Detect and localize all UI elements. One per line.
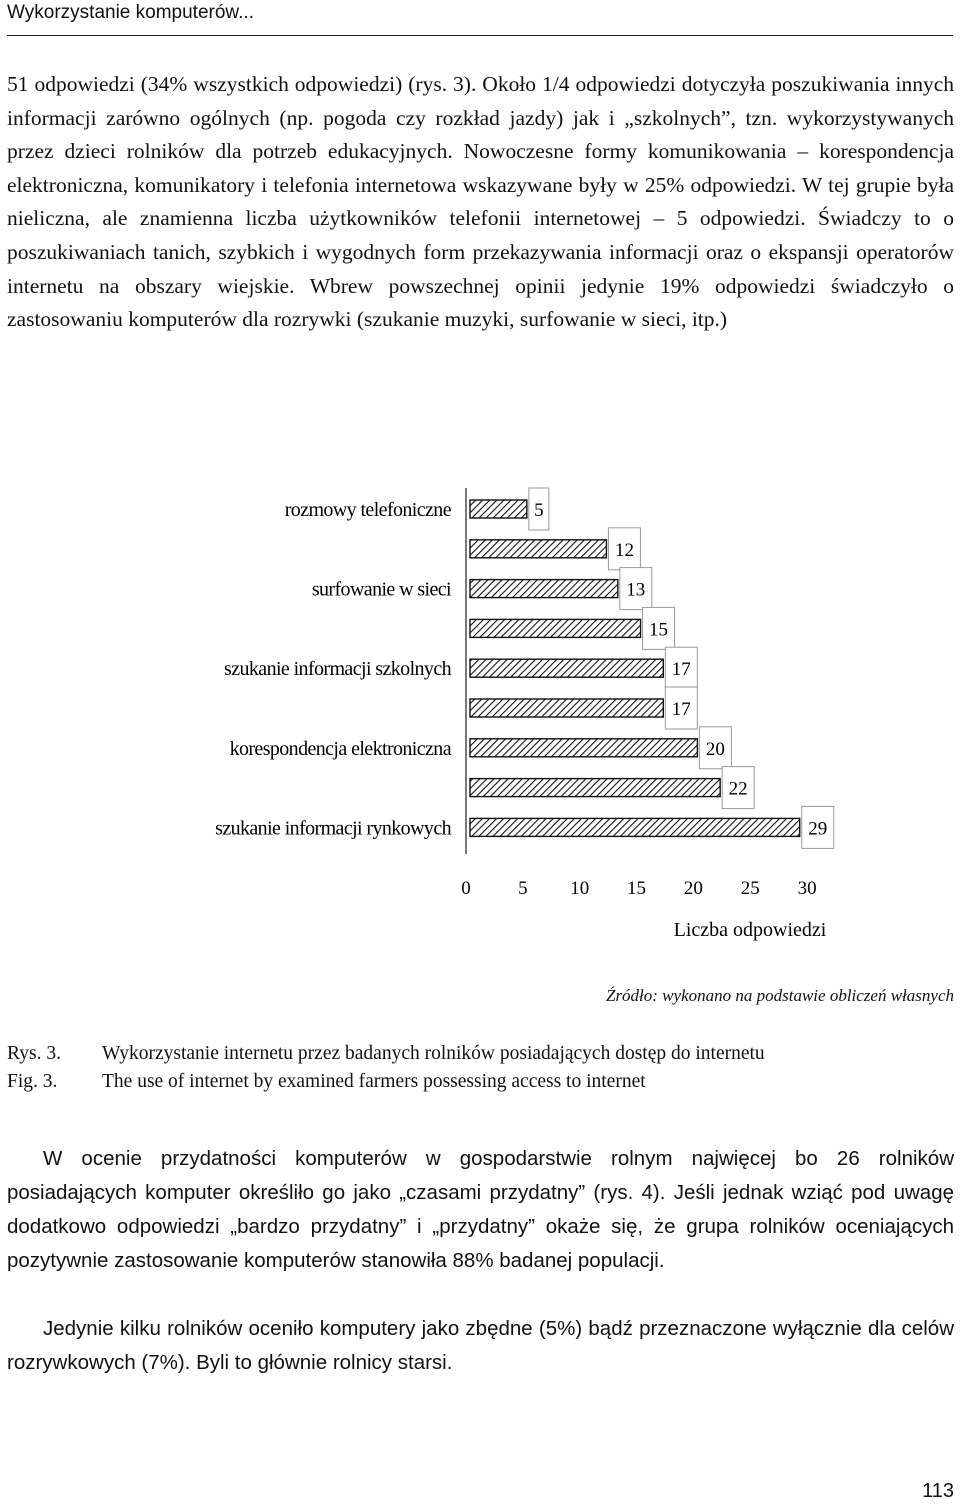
caption-en-number: Fig. 3. xyxy=(7,1071,58,1092)
data-label-4: 17 xyxy=(671,659,691,681)
bar-1 xyxy=(470,540,606,558)
bar-6 xyxy=(470,739,697,757)
data-label-0: 5 xyxy=(534,500,544,521)
x-tick-0: 0 xyxy=(461,878,471,899)
x-axis-label: Liczba odpowiedzi xyxy=(673,919,827,941)
bars-layer xyxy=(215,488,834,848)
category-label-8: szukanie informacji rynkowych xyxy=(215,817,451,840)
page-number: 113 xyxy=(922,1480,954,1502)
x-tick-20: 20 xyxy=(683,878,703,899)
bar-2 xyxy=(470,580,618,598)
figure-caption-en xyxy=(7,1071,646,1093)
data-label-1: 12 xyxy=(614,539,634,561)
caption-pl-text: Wykorzystanie internetu przez badanych rolników posiadających dostęp do internetu xyxy=(102,1043,765,1064)
bar-4 xyxy=(470,659,663,677)
data-label-7: 22 xyxy=(728,778,748,800)
category-label-4: szukanie informacji szkolnych xyxy=(224,658,451,681)
caption-pl-number: Rys. 3. xyxy=(7,1043,61,1064)
paragraph-3: Jedynie kilku rolników oceniło komputery jako zbędne (5%) bądź przeznaczone wyłącznie dla celów rozrywkowych (7%). Byli to głównie rolnicy starsi. xyxy=(7,1317,954,1374)
x-tick-10: 10 xyxy=(570,878,590,899)
paragraph-2: W ocenie przydatności komputerów w gospodarstwie rolnym najwięcej bo 26 rolników posiadających komputer określiło go jako „czasami przydatny” (rys. 4). Jeśli jednak wziąć pod uwagę dodatkowo odpowiedzi „bardzo przydatny” i „przydatny” okaże się, że grupa rolników oceniających pozytywnie zastosowanie komputerów stanowiła 88% badanej populacji. xyxy=(7,1147,954,1272)
bar-3 xyxy=(470,619,641,637)
figure-caption-pl xyxy=(7,1043,765,1065)
data-label-6: 20 xyxy=(705,738,725,760)
category-label-2: surfowanie w sieci xyxy=(311,578,451,601)
x-tick-15: 15 xyxy=(627,878,647,899)
x-tick-labels xyxy=(461,878,816,899)
data-label-3: 15 xyxy=(649,619,669,641)
header-rule xyxy=(7,35,953,36)
x-tick-30: 30 xyxy=(797,878,817,899)
data-label-8: 29 xyxy=(808,818,828,840)
bar-chart xyxy=(0,480,960,980)
x-tick-25: 25 xyxy=(740,878,760,899)
data-label-5: 17 xyxy=(671,699,691,720)
running-title: Wykorzystanie komputerów... xyxy=(7,2,254,23)
paragraph-1: 51 odpowiedzi (34% wszystkich odpowiedzi) (rys. 3). Około 1/4 odpowiedzi dotyczyła poszukiwania innych informacji zarówno ogólnych (np. pogoda czy rozkład jazdy) jak i „szkolnych”, tzn. wykorzystywanych przez dzieci rolników dla potrzeb edukacyjnych. Nowoczesne formy komunikowania – korespondencja elektroniczna, komunikatory i telefonia internetowa wskazywane były w 25% odpowiedzi. W tej grupie była nieliczna, ale znamienna liczba użytkowników telefonii internetowej – 5 odpowiedzi. Świadczy to o poszukiwaniach tanich, szybkich i wygodnych form przekazywania informacji oraz o ekspansji operatorów internetu na obszary wiejskie. Wbrew powszechnej opinii jedynie 19% odpowiedzi świadczyło o zastosowaniu komputerów dla rozrywki (szukanie muzyki, surfowanie w sieci, itp.) xyxy=(7,72,954,332)
category-label-0: rozmowy telefoniczne xyxy=(284,499,451,521)
x-tick-5: 5 xyxy=(518,878,528,899)
data-label-2: 13 xyxy=(626,579,646,601)
category-label-6: korespondencja elektroniczna xyxy=(229,737,451,760)
bar-0 xyxy=(470,500,527,518)
bar-5 xyxy=(470,699,663,717)
figure-source: Źródło: wykonano na podstawie obliczeń własnych xyxy=(605,986,954,1005)
caption-en-text: The use of internet by examined farmers possessing access to internet xyxy=(102,1071,646,1092)
bar-8 xyxy=(470,818,800,836)
bar-7 xyxy=(470,779,720,797)
